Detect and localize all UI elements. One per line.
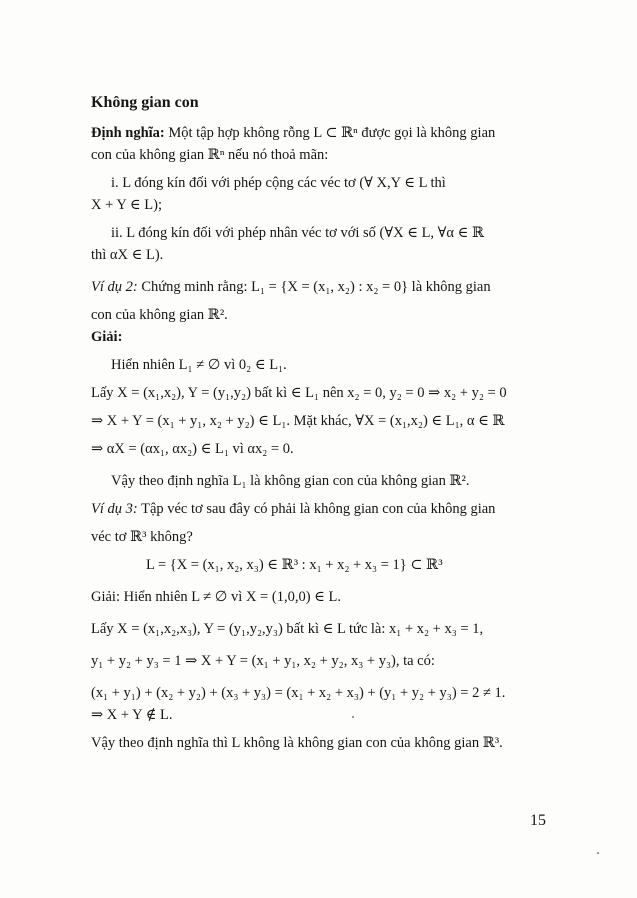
definition-text-1: Một tập hợp không rỗng L ⊂ ℝⁿ được gọi là không gian (164, 125, 496, 141)
example-2-label: Ví dụ 2: (91, 279, 138, 295)
example-2-solution-label: Giải: (91, 329, 123, 345)
condition-1-line-1: i. L đóng kín đối với phép cộng các véc tơ (∀ X,Y ∈ L thì (111, 175, 446, 191)
definition-line-2: con của không gian ℝⁿ nếu nó thoả mãn: (91, 147, 329, 163)
example-3-solution-line (91, 586, 551, 608)
definition-label: Định nghĩa: (91, 125, 165, 141)
example-2-step-1: Hiển nhiên L₁ ≠ ∅ vì 0₂ ∈ L₁. (111, 357, 287, 373)
example-3-set-formula: L = {X = (x₁, x₂, x₃) ∈ ℝ³ : x₁ + x₂ + x₃ = 1} ⊂ ℝ³ (146, 557, 443, 573)
example-3-step-4: (x₁ + y₁) + (x₂ + y₂) + (x₃ + y₃) = (x₁ + x₂ + x₃) + (y₁ + y₂ + y₃) = 2 ≠ 1. (91, 685, 506, 701)
definition-line-1 (91, 122, 551, 144)
example-2-step-3: ⇒ X + Y = (x₁ + y₁, x₂ + y₂) ∈ L₁. Mặt khác, ∀X = (x₁,x₂) ∈ L₁, α ∈ ℝ (91, 413, 505, 429)
condition-2-line-1: ii. L đóng kín đối với phép nhân véc tơ với số (∀X ∈ L, ∀α ∈ ℝ (111, 225, 485, 241)
example-2-step-4: ⇒ αX = (αx₁, αx₂) ∈ L₁ vì αx₂ = 0. (91, 441, 294, 457)
example-3-line-1 (91, 498, 551, 520)
example-3-conclusion: Vậy theo định nghĩa thì L không là không gian con của không gian ℝ³. (91, 735, 503, 751)
example-3-solution-label: Giải: (91, 589, 120, 605)
example-2-line-2: con của không gian ℝ². (91, 307, 228, 323)
example-2-text-1: Chứng minh rằng: L₁ = {X = (x₁, x₂) : x₂ = 0} là không gian (137, 279, 491, 295)
condition-2-line-2: thì αX ∈ L). (91, 247, 164, 263)
example-2-step-2: Lấy X = (x₁,x₂), Y = (y₁,y₂) bất kì ∈ L₁ nên x₂ = 0, y₂ = 0 ⇒ x₂ + y₂ = 0 (91, 385, 507, 401)
example-3-step-5: ⇒ X + Y ∉ L. (91, 707, 173, 723)
example-2-conclusion: Vậy theo định nghĩa L₁ là không gian con của không gian ℝ². (111, 473, 470, 489)
example-3-step-1: Hiển nhiên L ≠ ∅ vì X = (1,0,0) ∈ L. (120, 589, 341, 605)
page-content (91, 90, 551, 754)
example-3-text-1: Tập véc tơ sau đây có phải là không gian con của không gian (137, 501, 496, 517)
example-3-step-2: Lấy X = (x₁,x₂,x₃), Y = (y₁,y₂,y₃) bất kì ∈ L tức là: x₁ + x₂ + x₃ = 1, (91, 621, 484, 637)
example-3-label: Ví dụ 3: (91, 501, 138, 517)
example-3-step-3: y₁ + y₂ + y₃ = 1 ⇒ X + Y = (x₁ + y₁, x₂ + y₂, x₃ + y₃), ta có: (91, 653, 435, 669)
scan-speck (597, 852, 599, 854)
scan-speck (352, 716, 354, 718)
example-3-line-2: véc tơ ℝ³ không? (91, 529, 193, 545)
example-2-line-1 (91, 276, 551, 298)
condition-1-line-2: X + Y ∈ L); (91, 197, 162, 213)
page-number: 15 (530, 812, 546, 829)
section-title: Không gian con (91, 94, 199, 111)
